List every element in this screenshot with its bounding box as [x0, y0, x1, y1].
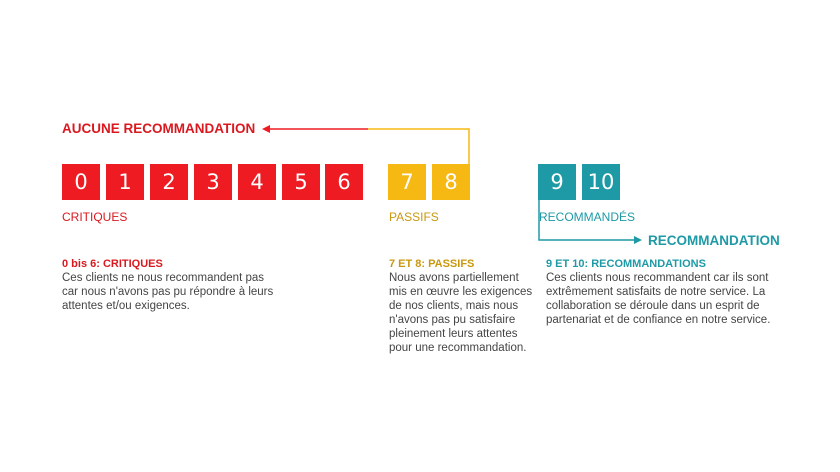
recommandes-desc-line: Ces clients nous recommandent car ils sont [546, 272, 769, 284]
recommandes-desc-line: extrêmement satisfaits de notre service. La [546, 286, 766, 298]
passif-connector-line [368, 129, 469, 164]
recommandes-desc-line: partenariat et de confiance en notre service. [546, 314, 771, 326]
recommandes-description [546, 271, 806, 327]
score-box-9: 9 [538, 164, 576, 200]
score-box-10: 10 [582, 164, 620, 200]
bottom-arrow-head [634, 236, 642, 244]
passifs-desc-line: mis en œuvre les exigences [389, 286, 533, 298]
critiques-group-label: CRITIQUES [62, 210, 128, 224]
recommendation-label: RECOMMANDATION [648, 233, 780, 248]
recommandes-desc-line: collaboration se déroule dans un esprit de [546, 300, 760, 312]
passifs-desc-line: pleinement leurs attentes [389, 328, 518, 340]
passifs-heading: 7 ET 8: PASSIFS [389, 258, 475, 270]
recommandes-heading: 9 ET 10: RECOMMANDATIONS [546, 258, 706, 270]
score-box-1: 1 [106, 164, 144, 200]
critiques-desc-line: attentes et/ou exigences. [62, 300, 190, 312]
no-recommendation-label: AUCUNE RECOMMANDATION [62, 121, 256, 136]
score-box-6: 6 [325, 164, 363, 200]
critiques-desc-line: Ces clients ne nous recommandent pas [62, 272, 264, 284]
score-box-7: 7 [388, 164, 426, 200]
score-box-4: 4 [238, 164, 276, 200]
passifs-desc-line: de nos clients, mais nous [389, 300, 519, 312]
passifs-desc-line: pour une recommandation. [389, 342, 527, 354]
passifs-group-label: PASSIFS [389, 210, 439, 224]
critiques-description [62, 271, 302, 313]
critiques-desc-line: car nous n'avons pas pu répondre à leurs [62, 286, 274, 298]
score-box-2: 2 [150, 164, 188, 200]
score-box-3: 3 [194, 164, 232, 200]
recommandes-group-label: RECOMMANDÉS [539, 210, 636, 224]
passifs-desc-line: Nous avons partiellement [389, 272, 519, 284]
score-box-8: 8 [432, 164, 470, 200]
score-box-0: 0 [62, 164, 100, 200]
passifs-desc-line: n'avons pas pu satisfaire [389, 314, 516, 326]
critiques-heading: 0 bis 6: CRITIQUES [62, 258, 163, 270]
top-arrow-head [262, 125, 270, 133]
passifs-description [389, 271, 539, 355]
score-box-5: 5 [282, 164, 320, 200]
